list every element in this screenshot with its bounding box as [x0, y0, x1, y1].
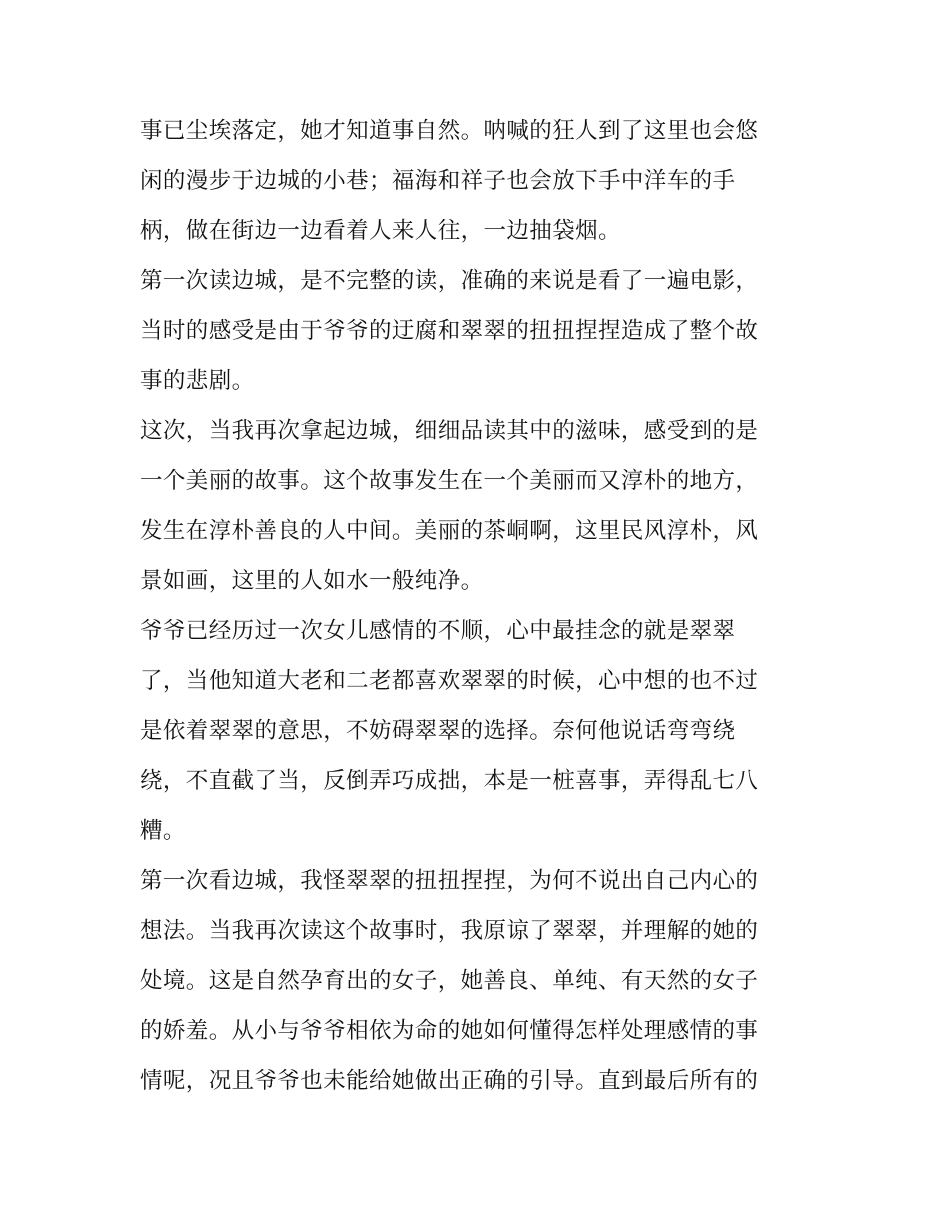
body-text — [140, 106, 820, 1106]
text-line: 处境。这是自然孕育出的女子，她善良、单纯、有天然的女子 — [140, 968, 759, 994]
text-line: 第一次读边城，是不完整的读，准确的来说是看了一遍电影， — [140, 268, 759, 294]
text-line: 情呢，况且爷爷也未能给她做出正确的引导。直到最后所有的 — [140, 1068, 759, 1094]
text-line: 这次，当我再次拿起边城，细细品读其中的滋味，感受到的是 — [140, 418, 759, 444]
text-line: 想法。当我再次读这个故事时，我原谅了翠翠，并理解的她的 — [140, 918, 759, 944]
text-line: 的娇羞。从小与爷爷相依为命的她如何懂得怎样处理感情的事 — [140, 1018, 759, 1044]
text-line: 一个美丽的故事。这个故事发生在一个美丽而又淳朴的地方， — [140, 468, 759, 494]
text-line: 闲的漫步于边城的小巷；福海和祥子也会放下手中洋车的手 — [140, 168, 736, 194]
text-line: 事已尘埃落定，她才知道事自然。呐喊的狂人到了这里也会悠 — [140, 118, 759, 144]
text-line: 了，当他知道大老和二老都喜欢翠翠的时候，心中想的也不过 — [140, 668, 759, 694]
text-line: 糟。 — [140, 818, 186, 844]
text-line: 当时的感受是由于爷爷的迂腐和翠翠的扭扭捏捏造成了整个故 — [140, 318, 759, 344]
text-line: 景如画，这里的人如水一般纯净。 — [140, 568, 484, 594]
text-line: 绕，不直截了当，反倒弄巧成拙，本是一桩喜事，弄得乱七八 — [140, 768, 759, 794]
text-line: 第一次看边城，我怪翠翠的扭扭捏捏，为何不说出自己内心的 — [140, 868, 759, 894]
text-line: 事的悲剧。 — [140, 368, 255, 394]
text-line: 爷爷已经历过一次女儿感情的不顺，心中最挂念的就是翠翠 — [140, 618, 736, 644]
text-line: 发生在淳朴善良的人中间。美丽的茶峒啊，这里民风淳朴，风 — [140, 518, 759, 544]
text-line: 柄，做在街边一边看着人来人往，一边抽袋烟。 — [140, 218, 621, 244]
text-line: 是依着翠翠的意思，不妨碍翠翠的选择。奈何他说话弯弯绕 — [140, 718, 736, 744]
